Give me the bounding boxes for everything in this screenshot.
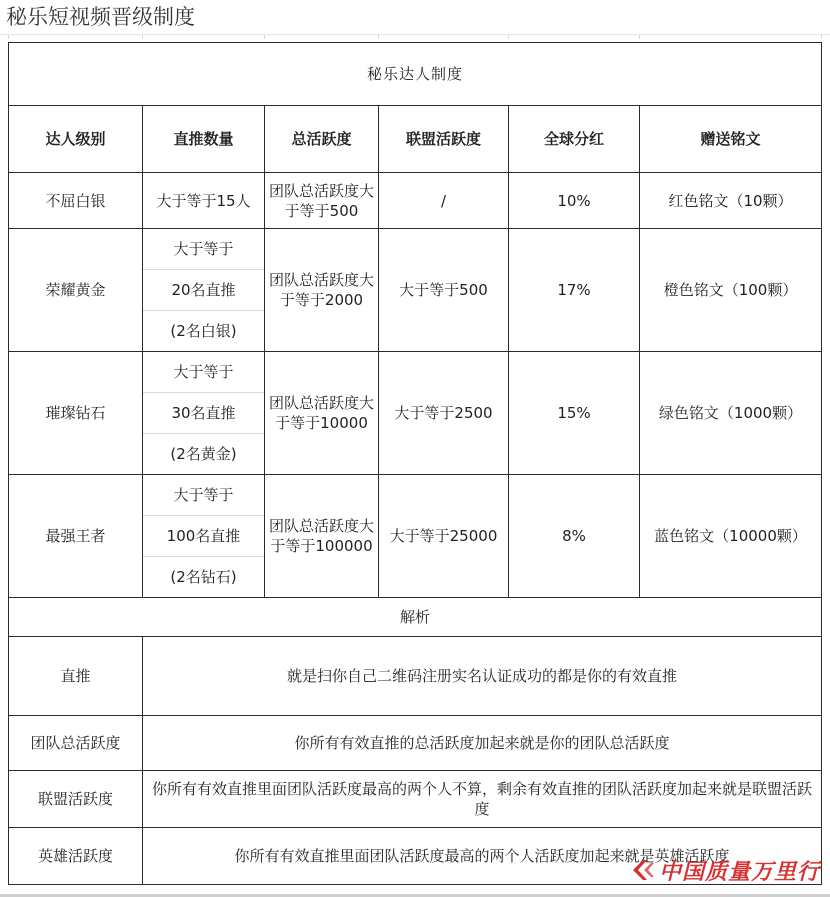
inscription: 蓝色铭文（10000颗） <box>640 475 822 598</box>
level-row-gold <box>9 229 822 352</box>
definition-row <box>9 637 822 716</box>
team-activity: 团队总活跃度大于等于2000 <box>265 229 379 352</box>
level-name: 不屈白银 <box>9 173 143 229</box>
team-activity: 团队总活跃度大于等于100000 <box>265 475 379 598</box>
inscription: 绿色铭文（1000颗） <box>640 352 822 475</box>
header-inscription: 赠送铭文 <box>640 106 822 173</box>
dividend: 15% <box>509 352 640 475</box>
header-direct-count: 直推数量 <box>143 106 265 173</box>
header-alliance-activity: 联盟活跃度 <box>379 106 509 173</box>
analysis-header-row <box>9 598 822 637</box>
definition-desc: 就是扫你自己二维码注册实名认证成功的都是你的有效直推 <box>143 637 822 716</box>
alliance-activity: 大于等于500 <box>379 229 509 352</box>
direct-count-line: 100名直推 <box>143 515 264 556</box>
level-name: 璀璨钻石 <box>9 352 143 475</box>
dividend: 8% <box>509 475 640 598</box>
alliance-activity: 大于等于25000 <box>379 475 509 598</box>
watermark <box>629 855 820 885</box>
title-divider <box>0 34 830 35</box>
definition-desc: 你所有有效直推里面团队活跃度最高的两个人活跃度加起来就是英雄活跃度 <box>143 828 822 885</box>
alliance-activity: / <box>379 173 509 229</box>
column-guide <box>508 35 509 39</box>
direct-count: 大于等于15人 <box>143 173 265 229</box>
definition-term: 直推 <box>9 637 143 716</box>
direct-count <box>143 475 265 598</box>
definition-term: 联盟活跃度 <box>9 771 143 828</box>
team-activity: 团队总活跃度大于等于10000 <box>265 352 379 475</box>
direct-count-line: 大于等于 <box>173 363 234 381</box>
direct-count-line: 30名直推 <box>143 392 264 433</box>
column-guide <box>639 35 640 39</box>
direct-count-line: (2名黄金) <box>143 433 264 474</box>
definition-term: 英雄活跃度 <box>9 828 143 885</box>
direct-count-line: 20名直推 <box>143 269 264 310</box>
dividend: 10% <box>509 173 640 229</box>
table-title: 秘乐达人制度 <box>9 43 822 106</box>
direct-count-line: 大于等于 <box>173 240 234 258</box>
header-level: 达人级别 <box>9 106 143 173</box>
level-row-silver <box>9 173 822 229</box>
watermark-text: 中国质量万里行 <box>658 858 820 885</box>
inscription: 红色铭文（10颗） <box>640 173 822 229</box>
inscription: 橙色铭文（100颗） <box>640 229 822 352</box>
definition-term: 团队总活跃度 <box>9 716 143 771</box>
header-row <box>9 106 822 173</box>
alliance-activity: 大于等于2500 <box>379 352 509 475</box>
column-guide <box>142 35 143 39</box>
talent-system-table <box>8 42 822 885</box>
level-name: 荣耀黄金 <box>9 229 143 352</box>
page-title: 秘乐短视频晋级制度 <box>6 5 195 29</box>
direct-count <box>143 352 265 475</box>
definition-row <box>9 771 822 828</box>
header-total-activity: 总活跃度 <box>265 106 379 173</box>
dividend: 17% <box>509 229 640 352</box>
definition-row <box>9 716 822 771</box>
chevron-logo-icon <box>629 857 655 883</box>
analysis-title: 解析 <box>9 598 822 637</box>
column-guide <box>821 35 822 39</box>
header-global-dividend: 全球分红 <box>509 106 640 173</box>
definition-desc: 你所有有效直推的总活跃度加起来就是你的团队总活跃度 <box>143 716 822 771</box>
level-row-king <box>9 475 822 598</box>
direct-count-line: (2名钻石) <box>143 556 264 597</box>
column-guide <box>8 35 9 39</box>
definition-desc: 你所有有效直推里面团队活跃度最高的两个人不算，剩余有效直推的团队活跃度加起来就是联盟活跃度 <box>143 771 822 828</box>
level-row-diamond <box>9 352 822 475</box>
team-activity: 团队总活跃度大于等于500 <box>265 173 379 229</box>
column-guide <box>378 35 379 39</box>
direct-count-line: (2名白银) <box>143 310 264 351</box>
direct-count <box>143 229 265 352</box>
column-guide <box>264 35 265 39</box>
direct-count-line: 大于等于 <box>173 486 234 504</box>
level-name: 最强王者 <box>9 475 143 598</box>
